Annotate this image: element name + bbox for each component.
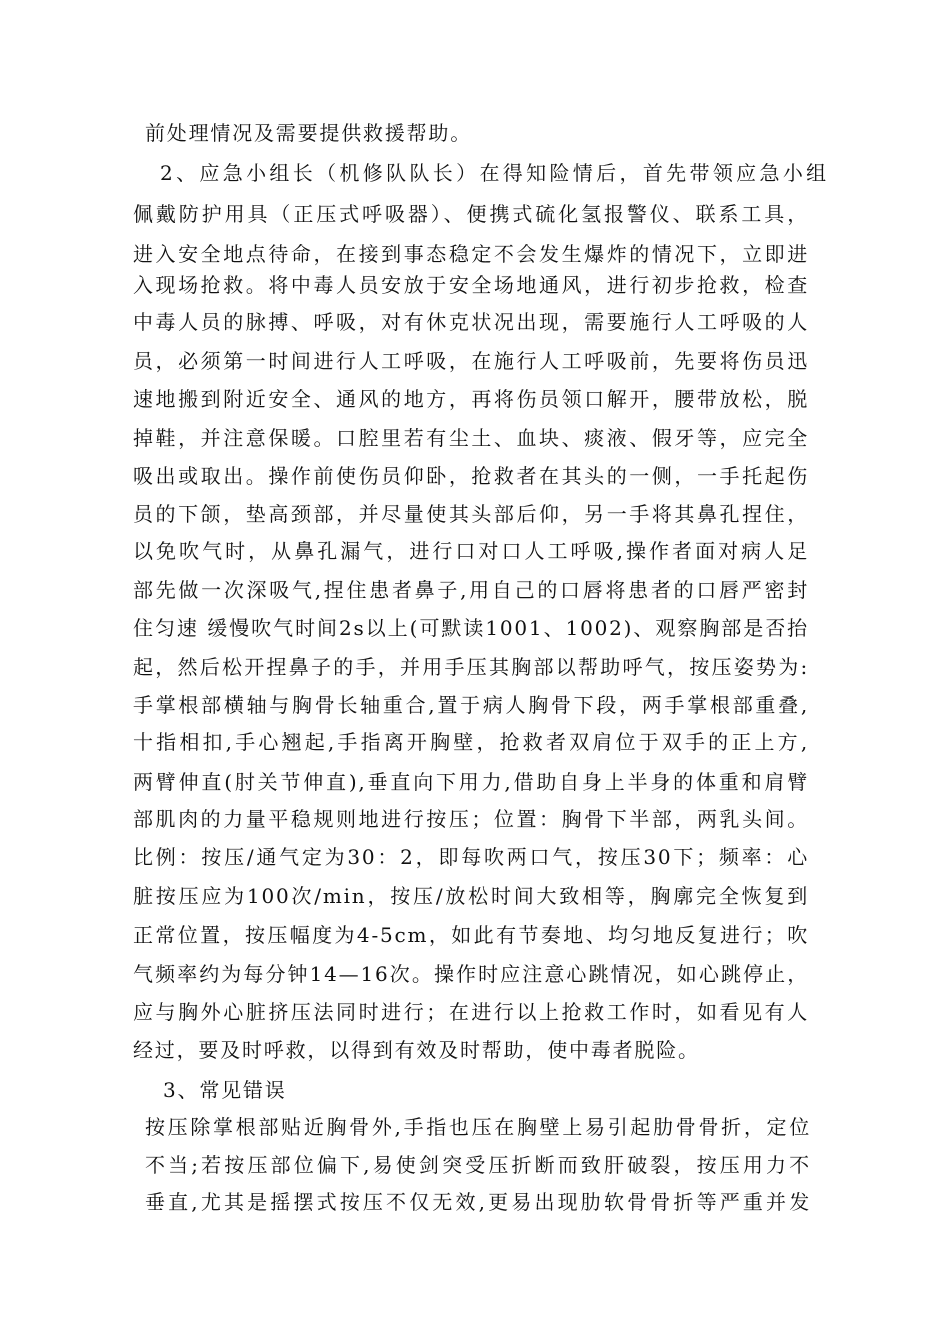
text-line: 经过，要及时呼救，以得到有效及时帮助，使中毒者脱险。 [133,1038,700,1062]
text-line: 脏按压应为100次/min，按压/放松时间大致相等，胸廓完全恢复到 [133,884,809,908]
text-line: 以免吹气时，从鼻孔漏气，进行口对口人工呼吸,操作者面对病人足 [133,539,809,563]
text-line: 正常位置，按压幅度为4-5cm，如此有节奏地、均匀地反复进行；吹 [133,923,809,947]
text-line: 前处理情况及需要提供救援帮助。 [145,121,472,145]
text-line: 应与胸外心脏挤压法同时进行；在进行以上抢救工作时，如看见有人 [133,1000,809,1024]
text-line: 员的下颌，垫高颈部，并尽量使其头部后仰，另一手将其鼻孔捏住， [133,502,809,526]
text-line: 十指相扣,手心翘起,手指离开胸壁，抢救者双肩位于双手的正上方, [133,730,809,754]
text-line: 两臂伸直(肘关节伸直),垂直向下用力,借助自身上半身的体重和肩臂 [133,770,809,794]
text-line: 员，必须第一时间进行人工呼吸，在施行人工呼吸前，先要将伤员迅 [133,349,809,373]
text-line: 速地搬到附近安全、通风的地方，再将伤员领口解开，腰带放松，脱 [133,387,809,411]
text-line: 部肌肉的力量平稳规则地进行按压；位置：胸骨下半部，两乳头间。 [133,807,809,831]
text-line: 佩戴防护用具（正压式呼吸器）、便携式硫化氢报警仪、联系工具， [133,202,809,226]
text-line: 进入安全地点待命，在接到事态稳定不会发生爆炸的情况下，立即进 [133,242,809,266]
text-line: 中毒人员的脉搏、呼吸，对有休克状况出现，需要施行人工呼吸的人 [133,310,809,334]
text-line: 吸出或取出。操作前使伤员仰卧，抢救者在其头的一侧，一手托起伤 [133,464,809,488]
text-line: 2、应急小组长（机修队队长）在得知险情后，首先带领应急小组 [160,161,828,185]
text-line: 按压除掌根部贴近胸骨外,手指也压在胸壁上易引起肋骨骨折，定位 [145,1115,811,1139]
text-line: 入现场抢救。将中毒人员安放于安全场地通风，进行初步抢救，检查 [133,273,809,297]
section-heading: 3、常见错误 [163,1078,287,1102]
text-line: 住匀速 缓慢吹气时间2s以上(可默读1001、1002)、观察胸部是否抬 [133,616,809,640]
text-line: 掉鞋，并注意保暖。口腔里若有尘土、血块、痰液、假牙等，应完全 [133,426,809,450]
text-line: 部先做一次深吸气,捏住患者鼻子,用自己的口唇将患者的口唇严密封 [133,578,809,602]
text-line: 手掌根部横轴与胸骨长轴重合,置于病人胸骨下段，两手掌根部重叠, [133,693,809,717]
text-line: 垂直,尤其是摇摆式按压不仅无效,更易出现肋软骨骨折等严重并发 [145,1190,811,1214]
text-line: 起，然后松开捏鼻子的手，并用手压其胸部以帮助呼气，按压姿势为: [133,655,809,679]
text-line: 比例：按压/通气定为30：2，即每吹两口气，按压30下；频率：心 [133,845,809,869]
text-line: 不当;若按压部位偏下,易使剑突受压折断而致肝破裂，按压用力不 [145,1153,811,1177]
text-line: 气频率约为每分钟14—16次。操作时应注意心跳情况，如心跳停止， [133,962,809,986]
